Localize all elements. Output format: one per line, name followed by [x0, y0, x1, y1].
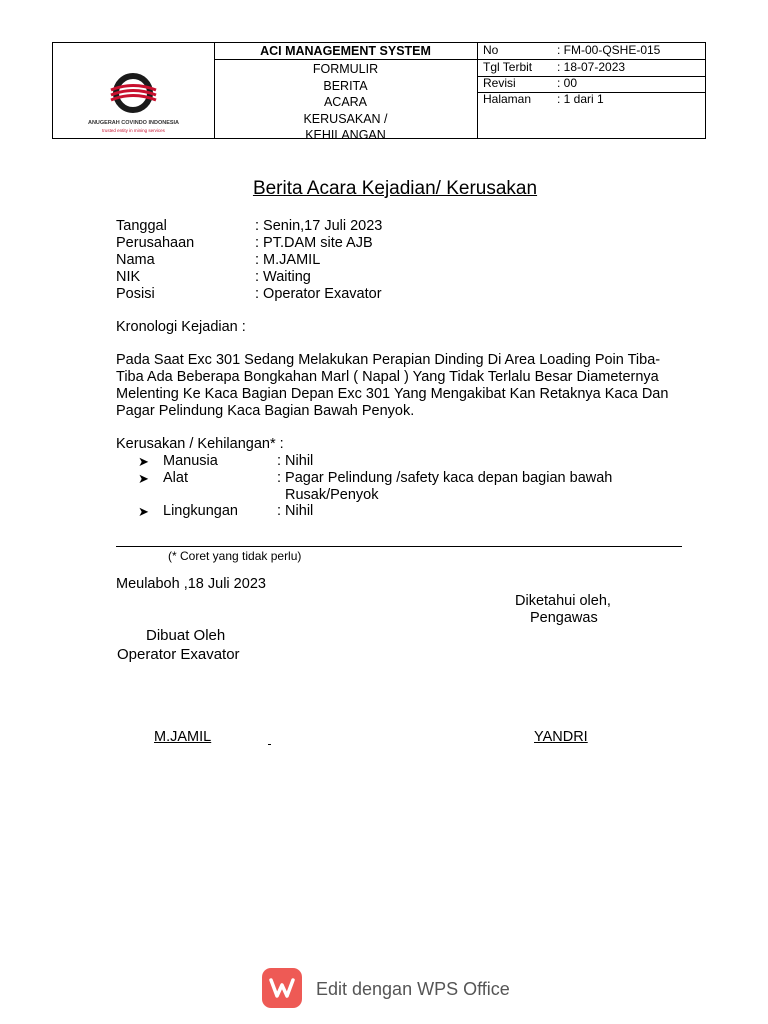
meta-value: : FM-00-QSHE-015	[557, 43, 661, 57]
meta-row-halaman	[477, 92, 705, 108]
system-title: ACI MANAGEMENT SYSTEM	[214, 43, 477, 60]
wps-logo-icon	[262, 968, 302, 1008]
chronology-line: Melenting Ke Kaca Bagian Depan Exc 301 Yang Mengakibat Kan Retaknya Kaca Dan	[116, 386, 669, 402]
form-title-line: FORMULIR	[312, 62, 379, 76]
signature-mark	[268, 744, 271, 745]
chronology-line: Pada Saat Exc 301 Sedang Melakukan Perapian Dinding Di Area Loading Poin Tiba-	[116, 352, 661, 368]
damage-value: : Nihil	[277, 503, 314, 519]
info-label: Tanggal	[116, 218, 167, 234]
place-date: Meulaboh ,18 Juli 2023	[116, 576, 266, 592]
info-label: Posisi	[116, 286, 155, 302]
company-logo-icon	[108, 73, 158, 113]
damage-label: Lingkungan	[163, 503, 238, 519]
damage-value-continued: Rusak/Penyok	[285, 487, 379, 503]
signature-left-name: M.JAMIL	[154, 729, 212, 745]
info-value: : Waiting	[255, 269, 311, 285]
meta-row-revisi	[477, 76, 705, 93]
document-title: Berita Acara Kejadian/ Kerusakan	[252, 178, 538, 199]
logo-cell	[53, 43, 215, 138]
meta-label: No	[483, 43, 499, 57]
meta-label: Revisi	[483, 76, 516, 90]
made-by-role: Operator Exavator	[117, 646, 240, 663]
section-divider	[116, 546, 682, 547]
form-title-line: KERUSAKAN /	[303, 111, 388, 126]
arrow-bullet-icon: ➤	[138, 504, 149, 519]
meta-label: Halaman	[483, 92, 532, 106]
chronology-line: Pagar Pelindung Kaca Bagian Bawah Penyok.	[116, 403, 415, 419]
meta-value: : 00	[557, 76, 578, 90]
meta-value: : 1 dari 1	[557, 92, 604, 106]
info-value: : M.JAMIL	[255, 252, 321, 268]
form-title-line: ACARA	[323, 95, 368, 109]
form-title-cell	[214, 43, 478, 142]
wps-watermark-text[interactable]: Edit dengan WPS Office	[316, 979, 510, 999]
meta-row-no	[477, 43, 705, 60]
arrow-bullet-icon: ➤	[138, 454, 149, 469]
footnote: (* Coret yang tidak perlu)	[168, 549, 302, 563]
arrow-bullet-icon: ➤	[138, 471, 149, 486]
damage-value: : Pagar Pelindung /safety kaca depan bagian bawah	[277, 470, 613, 486]
chronology-heading: Kronologi Kejadian :	[116, 319, 246, 335]
damage-label: Alat	[163, 470, 188, 486]
logo-company-name: ANUGERAH COVINDO INDONESIA	[87, 120, 180, 126]
info-value: : Senin,17 Juli 2023	[255, 218, 383, 234]
acknowledged-label: Diketahui oleh,	[515, 593, 611, 609]
info-label: Perusahaan	[116, 235, 195, 251]
made-by-label: Dibuat Oleh	[146, 627, 226, 644]
meta-row-tgl-terbit	[477, 60, 705, 77]
damage-value: : Nihil	[277, 453, 314, 469]
logo-tagline: trusted entity in mining services	[102, 128, 165, 133]
form-title-line: KEHILANGAN	[305, 128, 386, 142]
info-value: : Operator Exavator	[255, 286, 382, 302]
acknowledged-role: Pengawas	[530, 610, 598, 626]
damage-label: Manusia	[163, 453, 218, 469]
info-label: Nama	[116, 252, 155, 268]
info-value: : PT.DAM site AJB	[255, 235, 373, 251]
form-header-table	[52, 42, 706, 142]
form-title	[214, 61, 477, 144]
info-label: NIK	[116, 269, 141, 285]
form-title-line: BERITA	[323, 78, 368, 93]
meta-value: : 18-07-2023	[557, 60, 626, 74]
form-meta-cell	[477, 43, 705, 138]
meta-label: Tgl Terbit	[483, 60, 533, 74]
signature-right-name: YANDRI	[534, 729, 588, 745]
chronology-line: Tiba Ada Beberapa Bongkahan Marl ( Napal ) Yang Tidak Terlalu Besar Diameternya	[116, 369, 659, 385]
damage-heading: Kerusakan / Kehilangan* :	[116, 436, 284, 452]
